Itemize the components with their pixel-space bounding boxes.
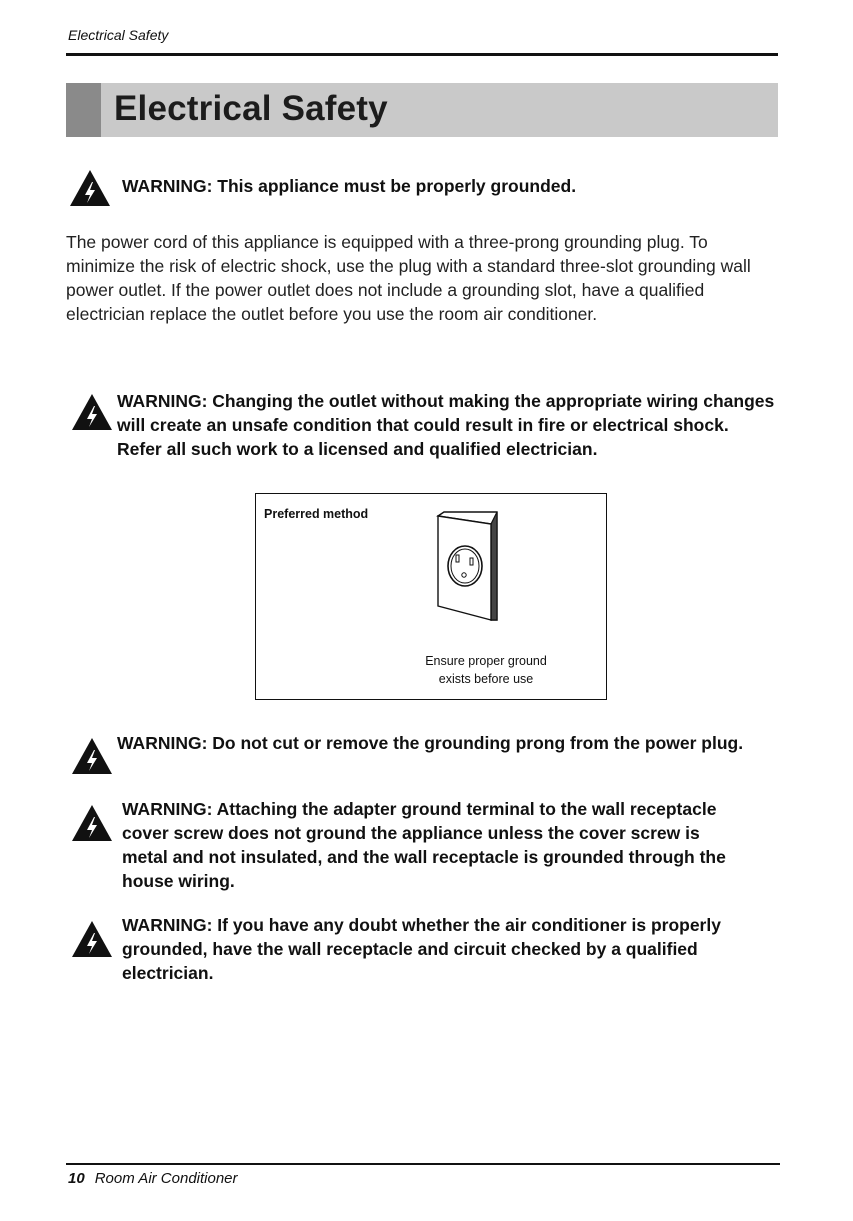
warning-adapter-terminal: WARNING: Attaching the adapter ground terminal to the wall receptacle cover screw does not ground the appliance unless the cover screw is metal and not insulated, and the wall receptacle is grounded through the house wiring. (122, 799, 726, 891)
preferred-method-figure (255, 493, 607, 700)
warning-lightning-icon (70, 919, 114, 959)
figure-title: Preferred method (264, 507, 369, 521)
header-rule (66, 53, 778, 56)
footer-doc-title: Room Air Conditioner (94, 1170, 238, 1187)
section-title-band (66, 83, 778, 137)
warning-lightning-icon (70, 392, 114, 432)
page-footer (68, 1170, 238, 1187)
caption-line-1: Ensure proper ground (425, 654, 547, 668)
warning-doubt-grounded: WARNING: If you have any doubt whether the air conditioner is properly grounded, have the wall receptacle and circuit checked by a qualified electrician. (122, 915, 721, 983)
figure-caption (406, 652, 566, 688)
warning-lightning-icon (68, 168, 112, 208)
grounding-paragraph: The power cord of this appliance is equipped with a three-prong grounding plug. To minimize the risk of electric shock, use the plug with a standard three-slot grounding wall power outlet. If the power outlet does not include a grounding slot, have a qualified electrician replace the outlet before you use the room air conditioner. (66, 232, 751, 324)
page-title: Electrical Safety (114, 89, 388, 128)
footer-rule (66, 1163, 780, 1165)
warning-outlet-change: WARNING: Changing the outlet without making the appropriate wiring changes will create an unsafe condition that could result in fire or electrical shock. Refer all such work to a licensed and qualified electrician. (117, 391, 775, 459)
running-header: Electrical Safety (68, 27, 169, 43)
wall-outlet-icon (432, 510, 502, 622)
title-tab-marker (66, 83, 101, 137)
warning-grounded: WARNING: This appliance must be properly grounded. (122, 176, 577, 196)
page-number: 10 (68, 1170, 85, 1187)
warning-lightning-icon (70, 803, 114, 843)
warning-grounding-prong: WARNING: Do not cut or remove the grounding prong from the power plug. (117, 733, 744, 753)
caption-line-2: exists before use (438, 672, 534, 686)
warning-lightning-icon (70, 736, 114, 776)
